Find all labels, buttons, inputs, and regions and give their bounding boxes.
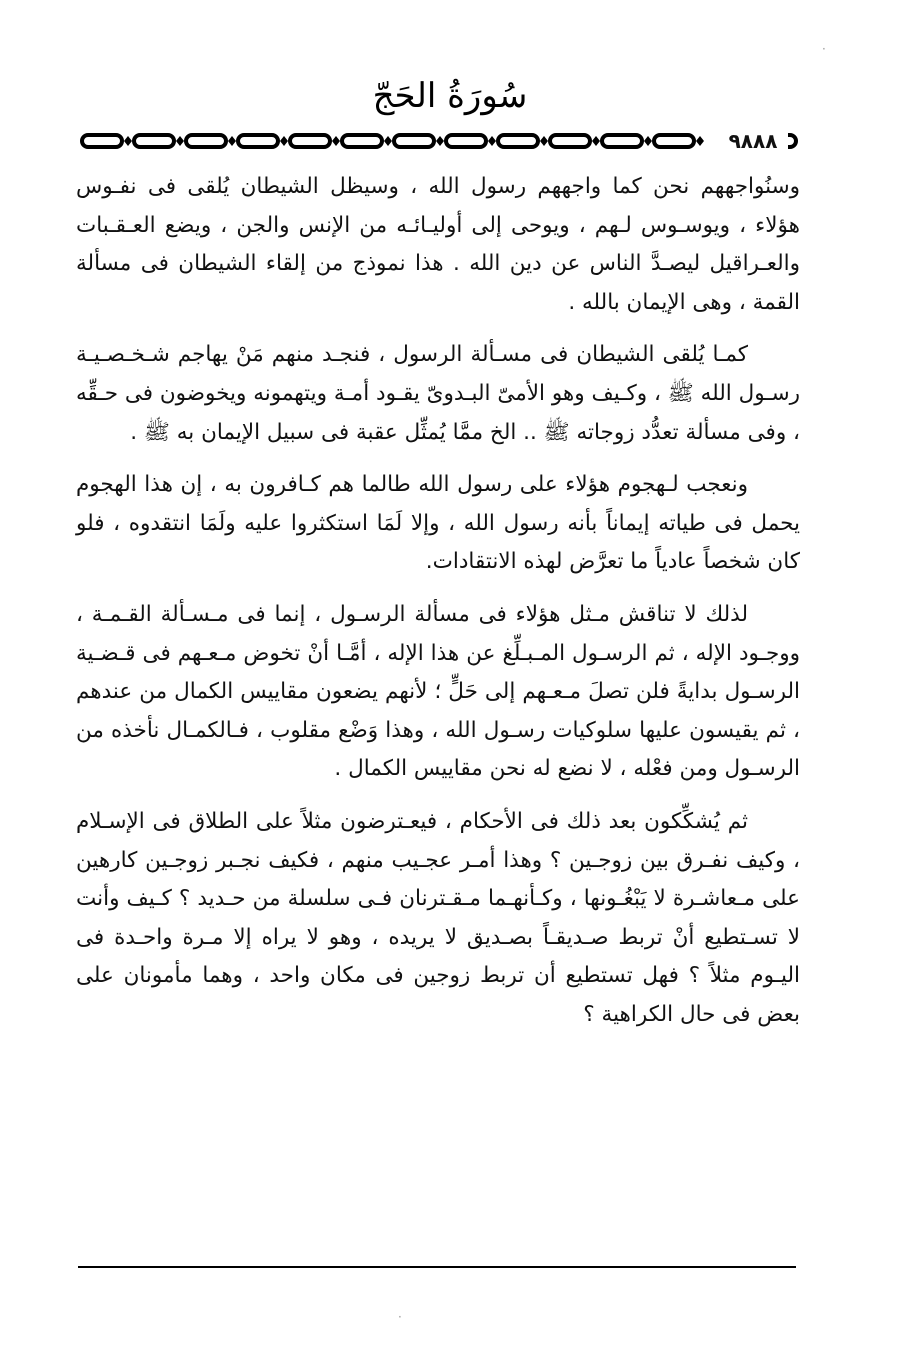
paragraph: كمـا يُلقى الشيطان فى مسـألة الرسول ، فنجـد منهم مَنْ يهاجم شـخـصـيـة رسـول الله ﷺ ، وكـيف وهو الأمىّ البـدوىّ يقـود أمـة ويتهمونه ويخوضون فى حـقِّه ، وفى مسألة تعدُّد زوجاته ﷺ .. الخ ممَّا يُمثِّل عقبة فى سبيل الإيمان به ﷺ .	[76, 342, 800, 445]
surah-title: سُورَةُ الحَجّ	[372, 76, 528, 116]
chain-ornament-border	[78, 126, 800, 156]
paragraph: ثم يُشكِّكون بعد ذلك فى الأحكام ، فيعـترضون مثلاً على الطلاق فى الإسـلام ، وكيف نفـرق بين زوجـين ؟ وهذا أمـر عجـيب منهم ، فكيف نجـبر زوجـين كارهين على مـعاشـرة لا يَبْغُـونها ، وكـأنهـما مـقـترنان فـى سلسلة من حـديد ؟ كـيف وأنت لا تسـتطيع أنْ تربط صـديقـاً بصـديق لا يريده ، وهو لا يراه إلا مـرة واحـدة فى اليـوم مثلاً ؟ فهل تستطيع أن تربط زوجين فى مكان واحد ، وهما مأمونان على بعض فى حال الكراهية ؟	[76, 808, 800, 1027]
paragraph: ونعجب لـهجوم هؤلاء على رسول الله طالما هم كـافرون به ، إن هذا الهجوم يحمل فى طياته إيماناً بأنه رسول الله ، وإلا لَمَا استكثروا عليه ولَمَا انتقدوه ، فلو كان شخصاً عادياً ما تعرَّض لهذه الانتقادات.	[76, 472, 800, 575]
paper-speck: ·	[822, 42, 826, 56]
paragraph: لذلك لا تناقش مـثل هؤلاء فى مسألة الرسـول ، إنما فى مـسـألة القـمـة ، ووجـود الإله ، ثم الرسـول المـبـلِّغ عن هذا الإله ، أمَّـا أنْ تخوض مـعـهم فى قـضـية الرسـول بدايةً فلن تصلَ مـعـهم إلى حَلٍّ ؛ لأنهم يضعون مقاييس الكمال من عندهم ، ثم يقيسون عليها سلوكيات رسـول الله ، وهذا وَضْع مقلوب ، فـالكمـال نأخذه من الرسـول ومن فعْله ، لا نضع له نحن مقاييس الكمال .	[76, 601, 800, 782]
paragraph: وسنُواجههم نحن كما واجههم رسول الله ، وسيظل الشيطان يُلقى فى نفـوس هؤلاء ، ويوسـوس لـهم ، ويوحى إلى أوليـائـه من الإنس والجن ، ويضع العـقـبات والعـراقيل ليصـدَّ الناس عن دين الله . هذا نموذج من إلقاء الشيطان فى مسألة القمة ، وهى الإيمان بالله .	[76, 174, 800, 315]
paper-speck: ·	[398, 1310, 402, 1324]
body-text	[76, 168, 800, 1048]
bottom-divider	[78, 1266, 796, 1268]
page-number: ٩٨٨٨	[718, 126, 788, 156]
